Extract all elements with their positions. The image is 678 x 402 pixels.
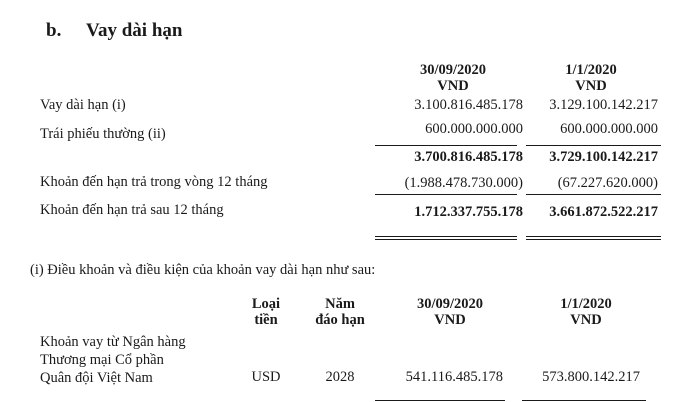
row-value-long-term-loan-2020-01: 3.129.100.142.217 [549, 97, 658, 113]
double-rule-1a [375, 236, 517, 237]
t2-header-maturity-line1: Năm [325, 296, 355, 312]
row-value-long-term-loan-2020-09: 3.100.816.485.178 [414, 97, 523, 113]
t2-lender-line2: Thương mại Cổ phần [40, 352, 164, 368]
row-value-subtotal-2020-09: 3.700.816.485.178 [414, 149, 523, 165]
double-rule-2b [526, 239, 661, 240]
subtotal-rule-1 [375, 145, 517, 146]
column-header-1-unit: VND [437, 78, 469, 94]
column-header-2-unit: VND [575, 78, 607, 94]
t2-header-col2 [531, 296, 641, 328]
t2-lender-line3: Quân đội Việt Nam [40, 370, 153, 386]
total-rule-2 [526, 194, 661, 195]
t2-currency-value: USD [251, 369, 281, 385]
t2-header-col1-unit: VND [434, 312, 466, 328]
subtotal-rule-2 [526, 145, 661, 146]
row-value-due-within-12-months-2020-01: (67.227.620.000) [557, 175, 658, 191]
t2-header-maturity-line2: đáo hạn [315, 312, 365, 328]
double-rule-2a [526, 236, 661, 237]
t2-header-currency-line1: Loại [251, 296, 281, 312]
row-value-due-after-12-months-2020-09: 1.712.337.755.178 [414, 204, 523, 220]
row-value-subtotal-2020-01: 3.729.100.142.217 [549, 149, 658, 165]
t2-maturity-value: 2028 [325, 369, 355, 385]
t2-bottom-rule-1 [375, 400, 505, 401]
t2-header-col1 [395, 296, 505, 328]
t2-header-currency [240, 296, 292, 328]
t2-header-col2-unit: VND [570, 312, 602, 328]
row-value-bonds-2020-09: 600.000.000.000 [425, 121, 523, 137]
column-header-1 [383, 62, 523, 94]
t2-value-2020-01: 573.800.142.217 [542, 369, 640, 385]
loan-terms-note: (i) Điều khoản và điều kiện của khoản vay dài hạn như sau: [30, 262, 376, 278]
t2-header-col2-date: 1/1/2020 [560, 296, 612, 312]
section-title: Vay dài hạn [86, 20, 183, 41]
row-value-bonds-2020-01: 600.000.000.000 [560, 121, 658, 137]
row-label-due-within-12-months: Khoản đến hạn trả trong vòng 12 tháng [40, 174, 268, 190]
t2-header-col1-date: 30/09/2020 [416, 296, 484, 312]
section-letter: b. [46, 20, 62, 41]
t2-lender-line1: Khoản vay từ Ngân hàng [40, 334, 186, 350]
double-rule-1b [375, 239, 517, 240]
t2-value-2020-09: 541.116.485.178 [405, 369, 503, 385]
t2-bottom-rule-2 [522, 400, 646, 401]
row-label-long-term-loan: Vay dài hạn (i) [40, 97, 126, 113]
row-value-due-within-12-months-2020-09: (1.988.478.730.000) [404, 175, 523, 191]
column-header-2-date: 1/1/2020 [565, 62, 617, 78]
column-header-2 [521, 62, 661, 94]
row-value-due-after-12-months-2020-01: 3.661.872.522.217 [549, 204, 658, 220]
t2-header-maturity [305, 296, 375, 328]
t2-lender-label [40, 333, 186, 387]
row-label-due-after-12-months: Khoản đến hạn trả sau 12 tháng [40, 202, 224, 218]
column-header-1-date: 30/09/2020 [419, 62, 487, 78]
total-rule-1 [375, 194, 517, 195]
t2-header-currency-line2: tiền [254, 312, 278, 328]
row-label-bonds: Trái phiếu thường (ii) [40, 126, 166, 142]
